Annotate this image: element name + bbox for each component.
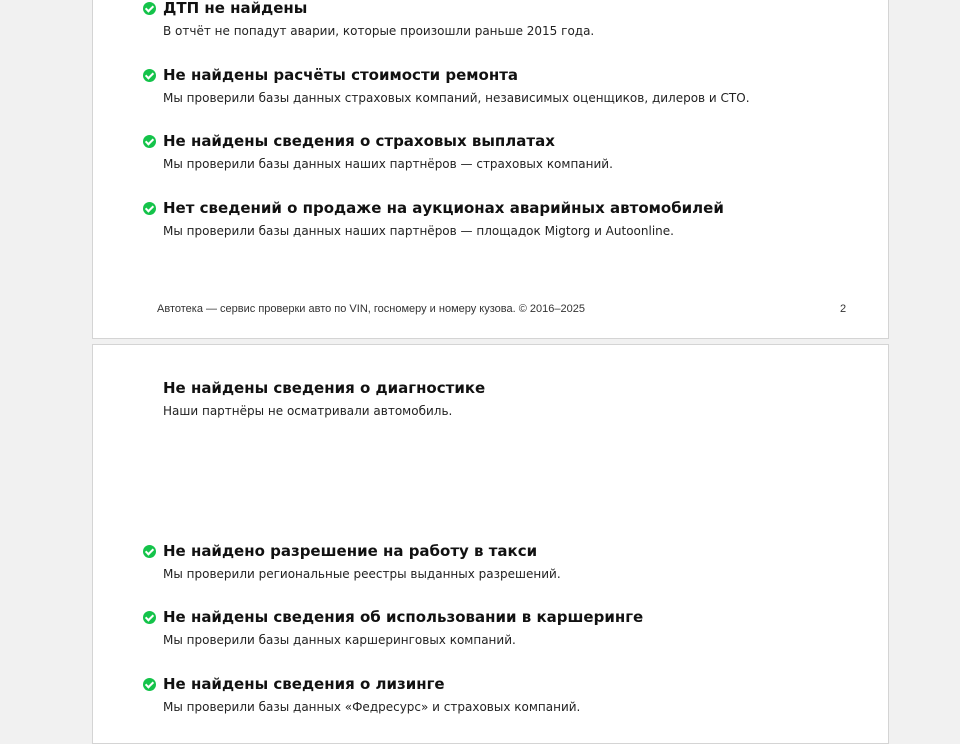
check-item-title: Не найдены сведения о лизинге	[163, 675, 445, 693]
page-number: 2	[840, 303, 847, 315]
check-circle-icon	[143, 135, 156, 148]
check-item-title: Не найдены сведения об использовании в каршеринге	[163, 608, 644, 626]
report-page-3	[92, 344, 889, 744]
check-item-description: Мы проверили базы данных наших партнёров — площадок Migtorg и Autoonline.	[163, 224, 674, 238]
check-item-title: Не найдены расчёты стоимости ремонта	[163, 66, 519, 84]
check-item-title: ДТП не найдены	[163, 0, 308, 17]
check-item-title: Не найдены сведения о страховых выплатах	[163, 132, 555, 150]
check-item-description: Наши партнёры не осматривали автомобиль.	[163, 404, 453, 418]
report-page-2	[92, 0, 889, 339]
check-item-description: Мы проверили базы данных наших партнёров — страховых компаний.	[163, 157, 613, 171]
check-item-title: Не найдены сведения о диагностике	[163, 379, 486, 397]
check-circle-icon	[143, 69, 156, 82]
check-circle-icon	[143, 2, 156, 15]
check-item-description: В отчёт не попадут аварии, которые произошли раньше 2015 года.	[163, 24, 595, 38]
check-item-description: Мы проверили базы данных «Федресурс» и страховых компаний.	[163, 700, 581, 714]
check-item-description: Мы проверили базы данных каршеринговых компаний.	[163, 633, 516, 647]
check-circle-icon	[143, 545, 156, 558]
check-item-title: Нет сведений о продаже на аукционах аварийных автомобилей	[163, 199, 724, 217]
check-circle-icon	[143, 202, 156, 215]
check-item-description: Мы проверили региональные реестры выданных разрешений.	[163, 567, 561, 581]
check-item-title: Не найдено разрешение на работу в такси	[163, 542, 538, 560]
check-circle-icon	[143, 678, 156, 691]
page-footer: Автотека — сервис проверки авто по VIN, госномеру и номеру кузова. © 2016–2025	[157, 303, 585, 315]
check-circle-icon	[143, 611, 156, 624]
check-item-description: Мы проверили базы данных страховых компаний, независимых оценщиков, дилеров и СТО.	[163, 91, 750, 105]
